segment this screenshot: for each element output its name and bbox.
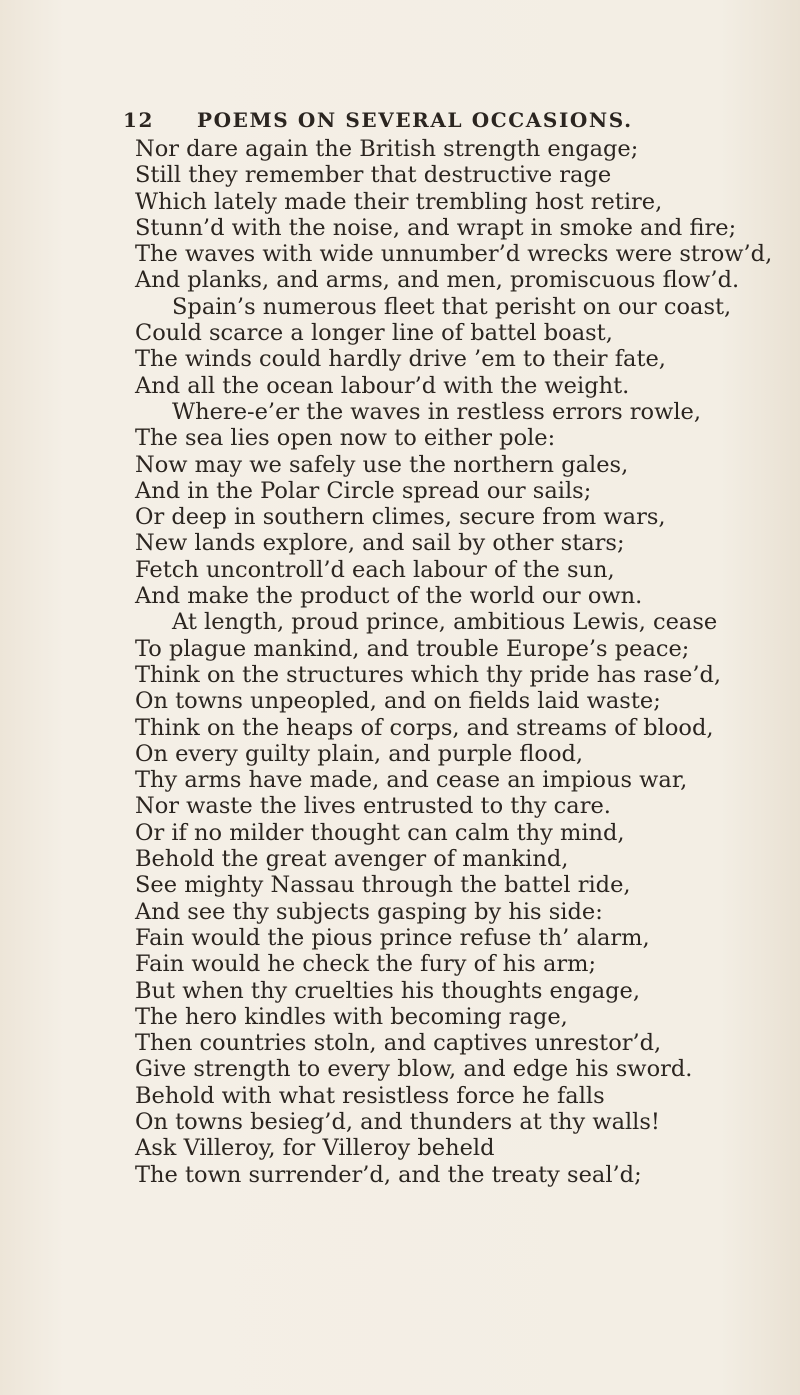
poem-line: New lands explore, and sail by other stars; <box>135 530 625 557</box>
poem-line: And all the ocean labour’d with the weight. <box>135 372 630 399</box>
poem-line: Fain would the pious prince refuse th’ alarm, <box>135 924 650 951</box>
poem-line: Fetch uncontroll’d each labour of the sun, <box>135 556 615 583</box>
poem-line: And planks, and arms, and men, promiscuous flow’d. <box>135 267 740 294</box>
poem-line: Now may we safely use the northern gales, <box>135 451 629 478</box>
poem-line: Stunn’d with the noise, and wrapt in smoke and fire; <box>135 214 737 241</box>
poem-line: Fain would he check the fury of his arm; <box>135 951 597 978</box>
poem-line: Think on the structures which thy pride has rase’d, <box>135 661 722 688</box>
poem-line: But when thy cruelties his thoughts engage, <box>135 977 641 1004</box>
poem-line: The winds could hardly drive ’em to their fate, <box>135 346 666 373</box>
poem-line: To plague mankind, and trouble Europe’s peace; <box>135 635 690 662</box>
poem-line: Behold the great avenger of mankind, <box>135 846 569 873</box>
poem-line: And make the product of the world our own. <box>135 583 643 610</box>
running-title: POEMS ON SEVERAL OCCASIONS. <box>197 108 633 132</box>
poem-line: The town surrender’d, and the treaty seal’d; <box>135 1161 642 1188</box>
poem-line: Spain’s numerous fleet that perisht on our coast, <box>172 293 732 320</box>
poem-line: On towns besieg’d, and thunders at thy walls! <box>135 1108 660 1135</box>
poem-line: Nor waste the lives entrusted to thy care. <box>135 793 611 820</box>
poem-line: The waves with wide unnumber’d wrecks were strow’d, <box>135 241 773 268</box>
poem-line: Thy arms have made, and cease an impious war, <box>135 767 688 794</box>
poem-line: Nor dare again the British strength engage; <box>135 136 639 162</box>
poem-line: Give strength to every blow, and edge his sword. <box>135 1056 693 1083</box>
poem-line: On towns unpeopled, and on fields laid waste; <box>135 688 661 715</box>
poem-line: Think on the heaps of corps, and streams of blood, <box>135 714 714 741</box>
poem-line: And in the Polar Circle spread our sails; <box>135 477 592 504</box>
poem-line: Ask Villeroy, for Villeroy beheld <box>135 1135 495 1162</box>
poem-line: The hero kindles with becoming rage, <box>135 1003 568 1030</box>
page-number: 12 <box>123 108 155 132</box>
poem-line: Still they remember that destructive rage <box>135 162 612 189</box>
poem-line: Or deep in southern climes, secure from wars, <box>135 504 666 531</box>
poem-line: Then countries stoln, and captives unrestor’d, <box>135 1030 662 1057</box>
poem-line: On every guilty plain, and purple flood, <box>135 740 584 767</box>
poem-text <box>0 136 800 1188</box>
poem-line: At length, proud prince, ambitious Lewis, cease <box>172 609 718 636</box>
poem-line: Where-e’er the waves in restless errors rowle, <box>172 398 702 425</box>
poem-line: Which lately made their trembling host retire, <box>135 188 663 215</box>
poem-line: Behold with what resistless force he falls <box>135 1082 605 1109</box>
poem-line: The sea lies open now to either pole: <box>135 425 556 452</box>
poem-line: Could scarce a longer line of battel boast, <box>135 320 613 347</box>
poem-line: And see thy subjects gasping by his side: <box>135 898 603 925</box>
poem-line: Or if no milder thought can calm thy mind, <box>135 819 625 846</box>
poem-line: See mighty Nassau through the battel ride, <box>135 872 631 899</box>
